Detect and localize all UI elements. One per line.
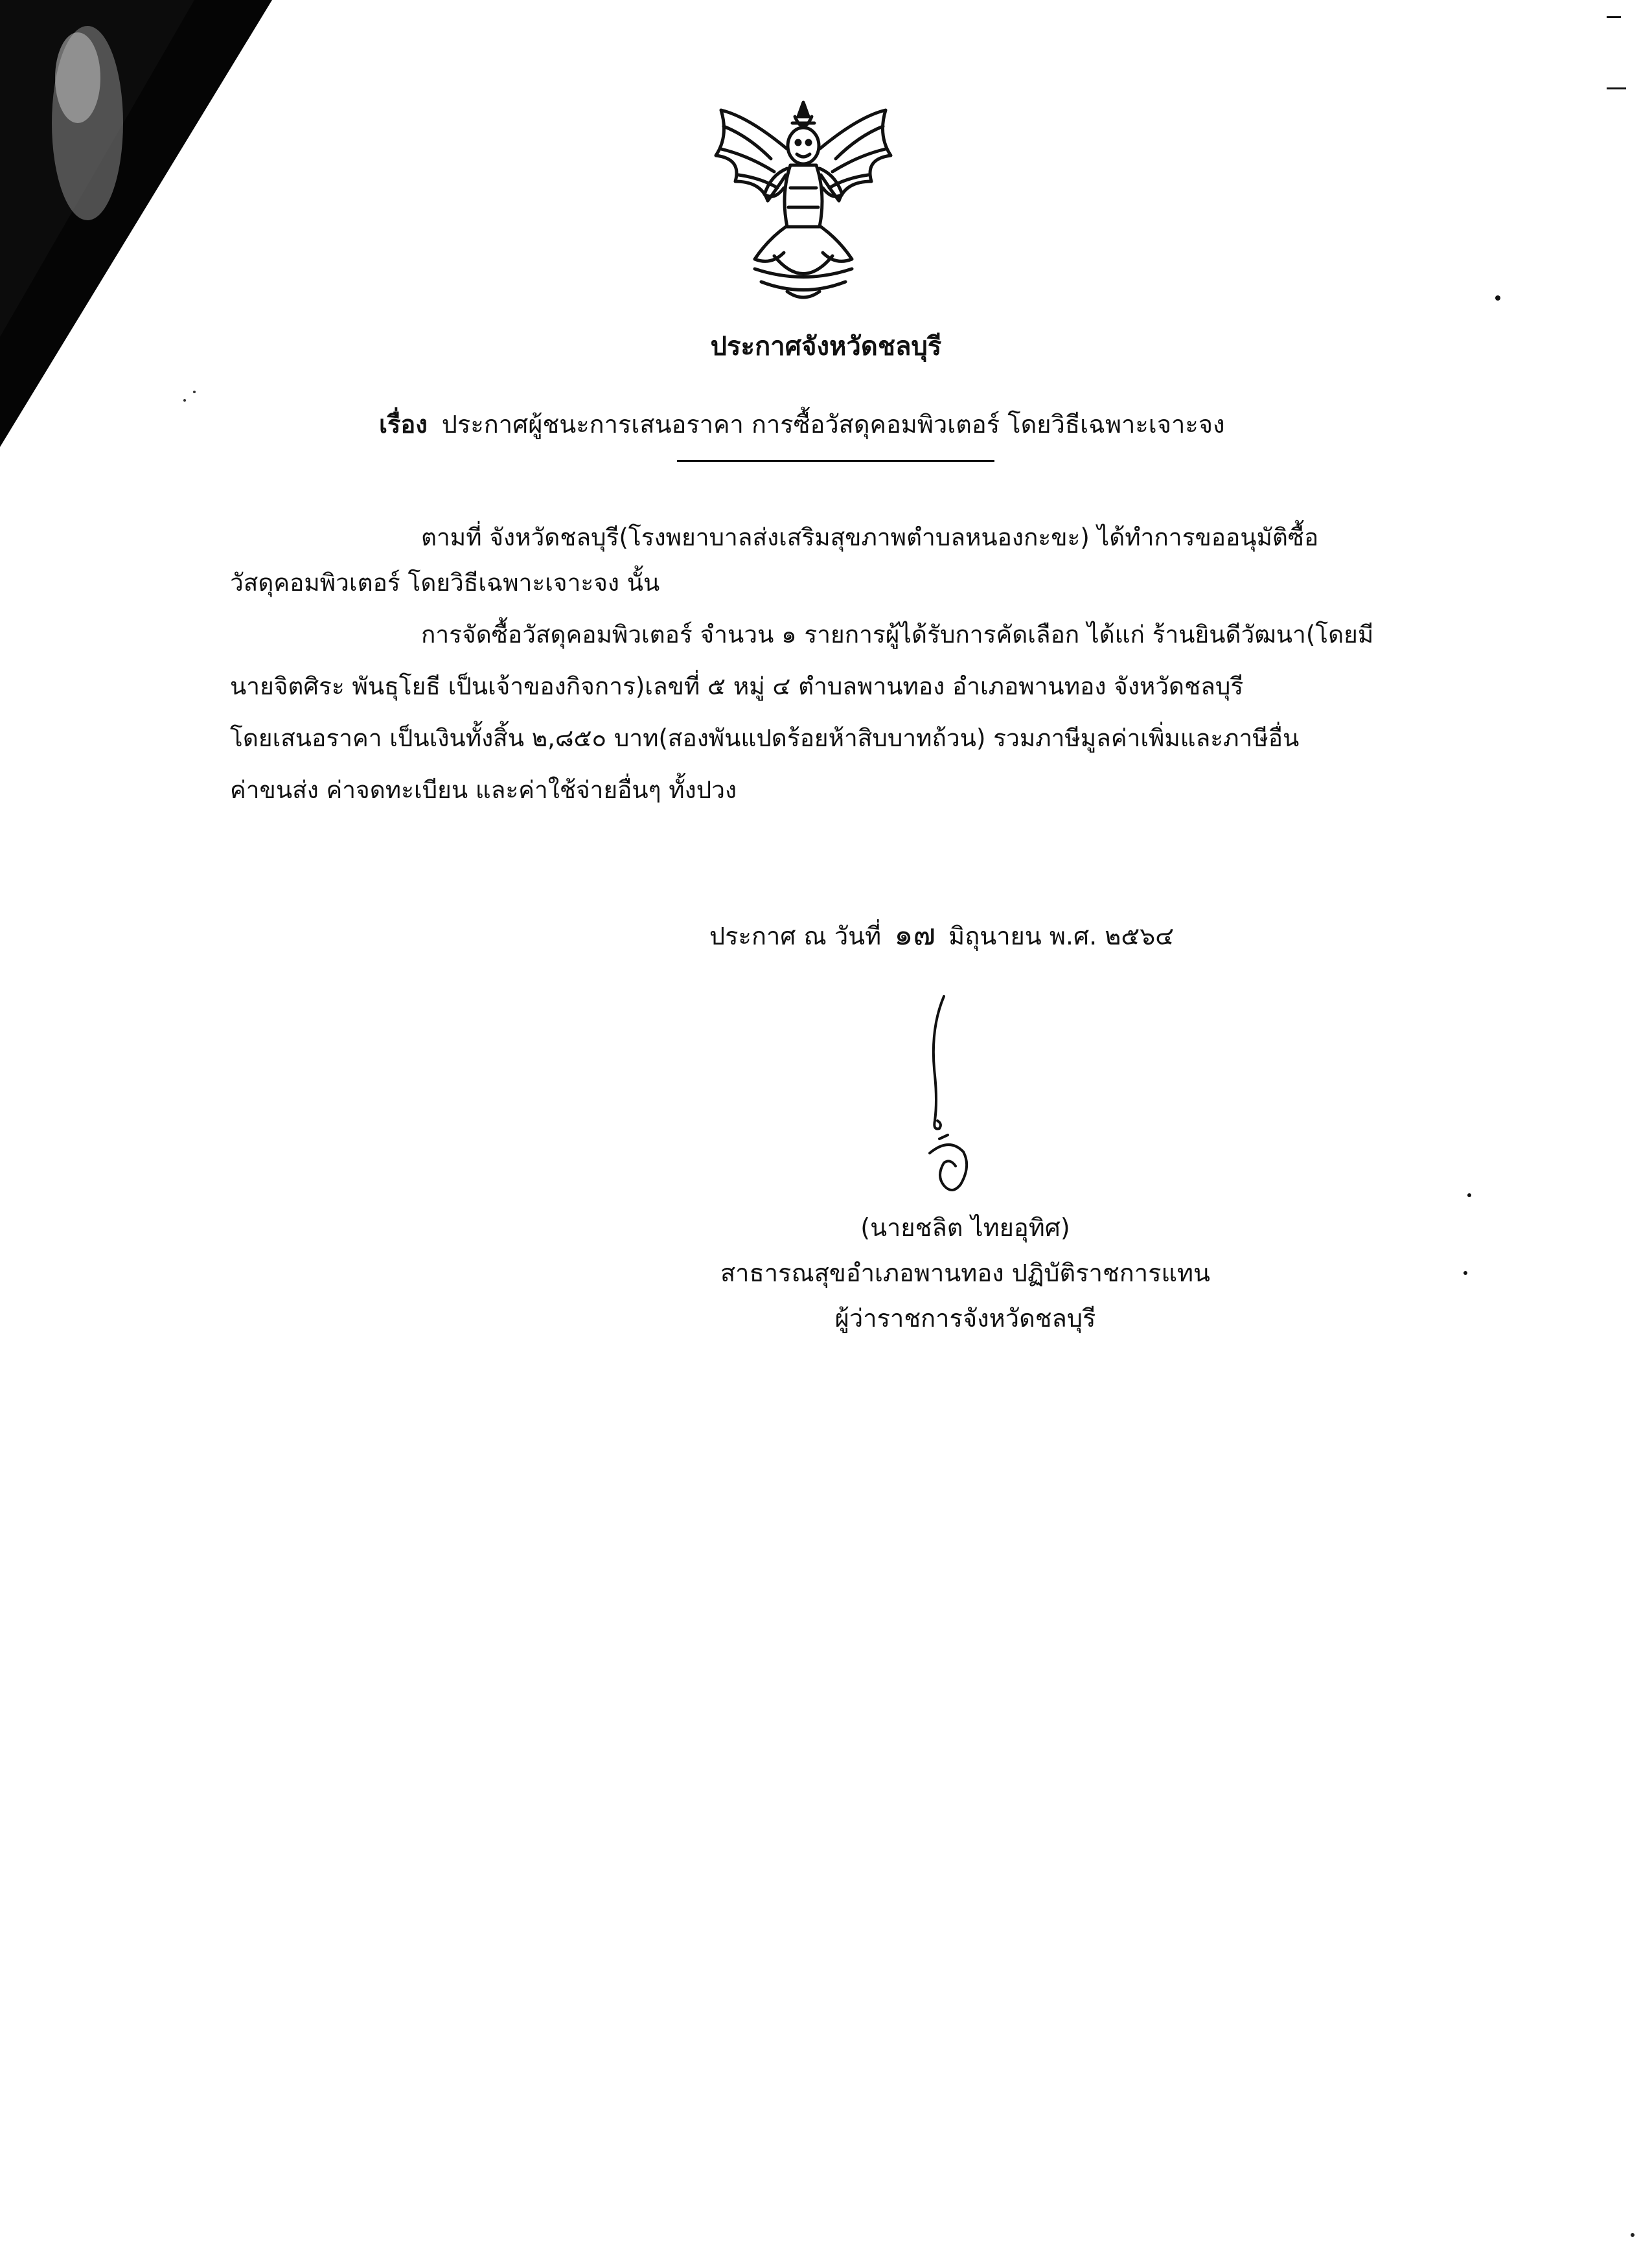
signer-name: (นายชลิต ไทยอุทิศ) <box>860 1213 1070 1242</box>
subject-line <box>379 405 1225 444</box>
document-title: ประกาศจังหวัดชลบุรี <box>710 332 942 361</box>
subject-label: เรื่อง <box>379 410 428 439</box>
date-prefix: ประกาศ ณ วันที่ <box>709 922 882 950</box>
handwritten-signature <box>904 991 981 1198</box>
title-divider <box>677 460 994 462</box>
body-line: ค่าขนส่ง ค่าจดทะเบียน และค่าใช้จ่ายอื่นๆ ทั้งปวง <box>230 776 737 804</box>
signer-position: สาธารณสุขอำเภอพานทอง ปฏิบัติราชการแทน <box>720 1259 1211 1287</box>
body-line: นายจิตศิระ พันธุโยธี เป็นเจ้าของกิจการ)เลขที่ ๕ หมู่ ๔ ตำบลพานทอง อำเภอพานทอง จังหวัดชลบุรี <box>230 672 1244 700</box>
body-line: การจัดซื้อวัสดุคอมพิวเตอร์ จำนวน ๑ รายการผู้ได้รับการคัดเลือก ได้แก่ ร้านยินดีวัฒนา(โดยมี <box>421 621 1374 648</box>
announcement-date <box>709 915 1174 956</box>
body-line: ตามที่ จังหวัดชลบุรี(โรงพยาบาลส่งเสริมสุขภาพตำบลหนองกะขะ) ได้ทำการขออนุมัติซื้อ <box>421 523 1319 551</box>
signer-authority: ผู้ว่าราชการจังหวัดชลบุรี <box>834 1304 1096 1333</box>
garuda-emblem-icon <box>709 97 897 304</box>
body-line: วัสดุคอมพิวเตอร์ โดยวิธีเฉพาะเจาะจง นั้น <box>230 569 660 597</box>
date-day: ๑๗ <box>894 917 936 952</box>
body-line: โดยเสนอราคา เป็นเงินทั้งสิ้น ๒,๘๕๐ บาท(สองพันแปดร้อยห้าสิบบาทถ้วน) รวมภาษีมูลค่าเพิ่มและภาษีอื่น <box>230 724 1300 752</box>
subject-text: ประกาศผู้ชนะการเสนอราคา การซื้อวัสดุคอมพิวเตอร์ โดยวิธีเฉพาะเจาะจง <box>441 410 1225 439</box>
date-suffix: มิถุนายน พ.ศ. ๒๕๖๔ <box>948 922 1174 950</box>
